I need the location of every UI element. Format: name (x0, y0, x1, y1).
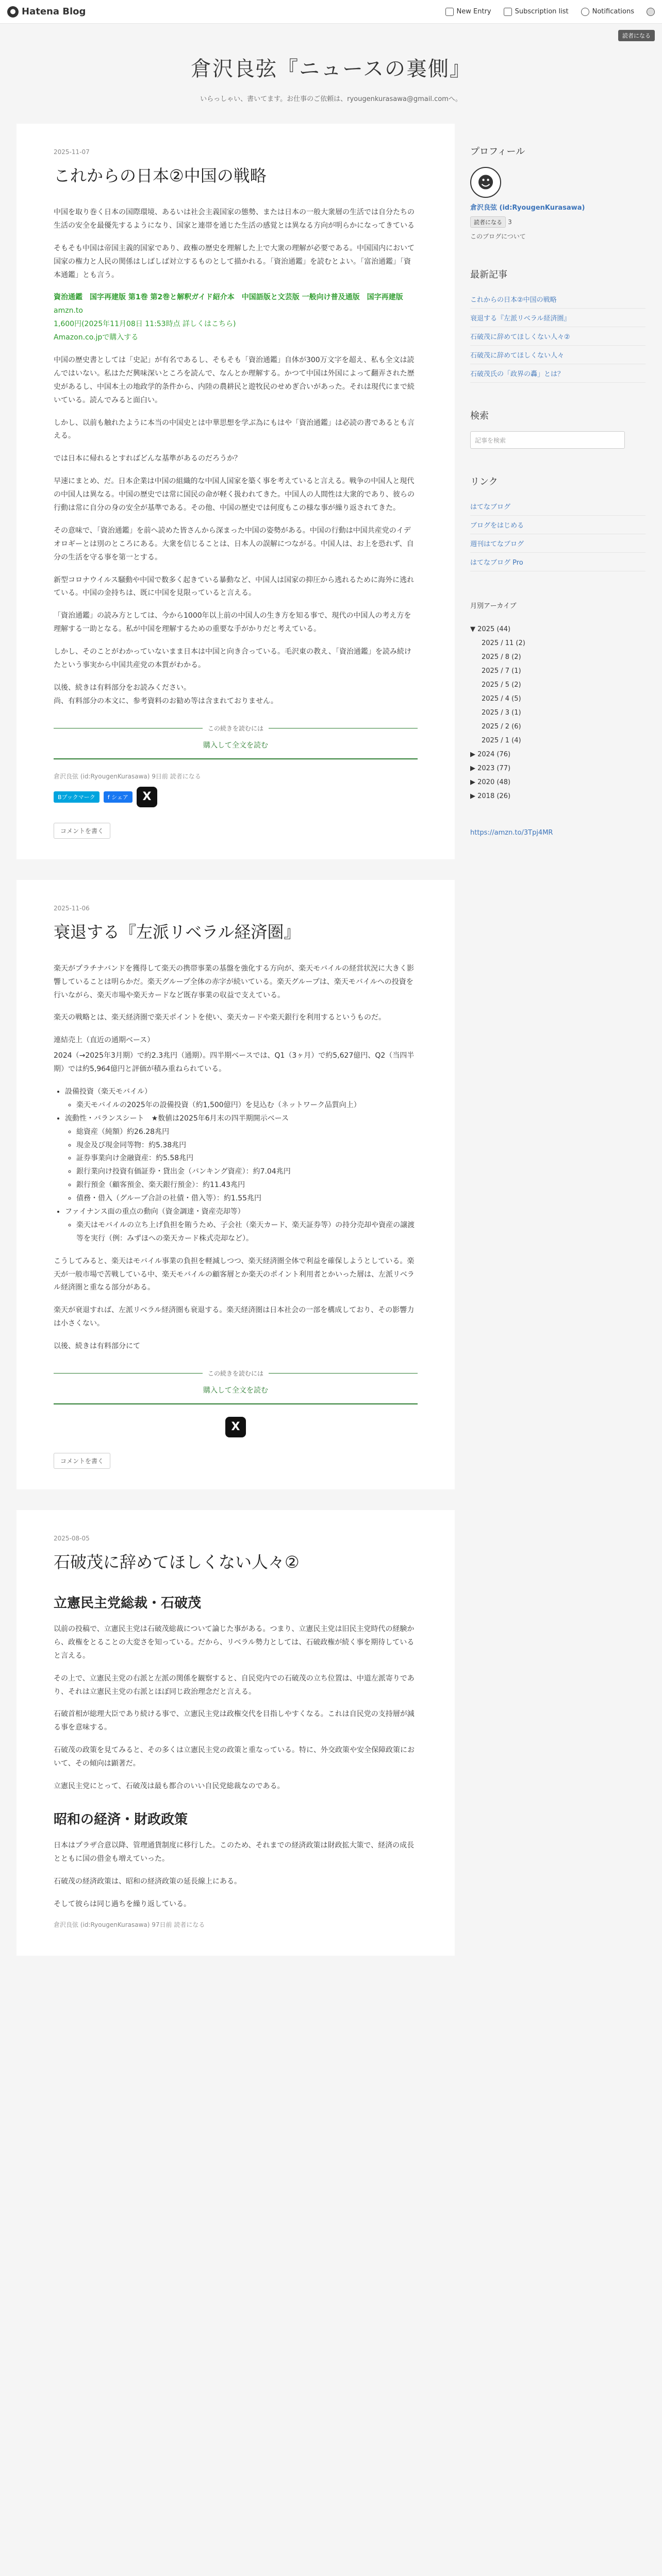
paragraph: 連結売上（直近の通期ベース） (54, 1036, 155, 1045)
links-widget (470, 474, 646, 571)
sidebar (470, 124, 646, 1976)
widget-title: 月別アーカイブ (470, 602, 517, 610)
paragraph: 以後、続きは有料部分にて (54, 1342, 140, 1351)
list-item: ◦ 総資産（純額）約26.28兆円 (76, 1126, 418, 1139)
widget-title: リンク (470, 476, 498, 487)
paragraph: 「資治通鑑」の読み方としては、今から1000年以上前の中国人の生き方を知る事で、現代の中国人の考え方を理解する一助となる。私が中国を理解するための重要な手がかりだと考えている。 (54, 612, 411, 634)
entry-title[interactable]: 衰退する『左派リベラル経済圏』 (54, 922, 301, 942)
paragraph: 中国の歴史書としては「史記」が有名であるし、そもそも「資治通鑑」自体が300万文字を超え、私も全文は読んではいない。私はただ興味深いところを読んで、なんとか理解する。かつて中国は外国によって翻弄された歴史があるし、中国本土の地政学的条件から、内陸の農耕民と遊牧民のせめぎ合いがあった。それは現代にまで続いている。読んでみると面白い。 (54, 356, 415, 404)
paragraph: 尚、有料部分の本文に、参考資料のお勧め等は含まれておりません。 (54, 697, 278, 705)
top-navigation-bar (0, 0, 662, 39)
reader-count: 3 (508, 218, 512, 226)
entry-meta[interactable]: 倉沢良弦 (id:RyougenKurasawa) 97日前 読者になる (54, 1921, 205, 1929)
entry-article (16, 124, 455, 859)
archive-year[interactable]: ▶ 2023 (77) (470, 764, 511, 772)
recent-entry-link[interactable]: 石破茂に辞めてほしくない人々② (470, 327, 646, 346)
paywall-label: この続きを読むには (208, 724, 264, 732)
paragraph: その意味で、「資治通鑑」を前へ読めた皆さんから深まった中国の姿勢がある。中国の行動は中国共産党のイデオロギーとは別のところにある。大衆を信じることは、日本人の誤解につながる。中国人は、お上を恐れず、自分の生活を守る事を第一とする。 (54, 526, 414, 562)
list-item: ◦ 証券事業向け金融資産：約5.58兆円 (76, 1152, 418, 1165)
entry-date[interactable]: 2025-08-05 (54, 1534, 90, 1542)
paywall-divider (54, 724, 418, 733)
profile-avatar-icon[interactable]: ☻ (470, 167, 501, 198)
section-heading: 昭和の経済・財政政策 (54, 1811, 188, 1827)
widget-title: 検索 (470, 410, 489, 421)
search-widget (470, 409, 646, 449)
bullet-list (54, 1086, 418, 1246)
sidebar-link[interactable]: 週刊はてなブログ (470, 534, 646, 553)
entry-date[interactable]: 2025-11-07 (54, 148, 90, 156)
recent-entries-widget (470, 267, 646, 383)
blog-header (0, 24, 662, 124)
affiliate-buy-link[interactable]: Amazon.co.jpで購入する (54, 333, 139, 342)
main-column (16, 124, 455, 1976)
paragraph: 新型コロナウイルス騒動や中国で数多く起きている暴動など、中国人は国家の抑圧から逃れるために海外に逃れている。中国の金持ちは、既に中国を見限っていると言える。 (54, 575, 415, 598)
affiliate-title[interactable]: 資治通鑑 国字再建版 第1巻 第2巻と解釈ガイド紹介本 中国語版と文芸版 一般向け普及通版 国字再建版 (54, 293, 403, 302)
paragraph: その上で、立憲民主党の右派と左派の関係を観察すると、自民党内での石破茂の立ち位置は、中道左派寄りであり、それは立憲民主党の右派とほぼ同じ政治理念だと言える。 (54, 1674, 415, 1696)
hatena-logo[interactable] (7, 6, 86, 18)
archive-month[interactable]: 2025 / 7 (1) (482, 667, 521, 675)
widget-title: プロフィール (470, 146, 525, 157)
archive-month[interactable]: 2025 / 11 (2) (482, 639, 525, 647)
entry-article (16, 880, 455, 1489)
entry-title[interactable]: これからの日本②中国の戦略 (54, 166, 267, 185)
paragraph: 2024（→2025年3月期）で約2.3兆円（通期）。四半期ベースでは、Q1（3ヶ月）で約5,627億円、Q2（当四半期）では約5,964億円と評価が積み重ねられている。 (54, 1052, 415, 1074)
paragraph: 以前の投稿で、立憲民主党は石破茂総裁について論じた事がある。つまり、立憲民主党は旧民主党時代の経験から、政権をとることの大変さを知っている。だから、リベラル勢力としては、石破政権が続く事を期待していると言える。 (54, 1624, 415, 1660)
sidebar-link[interactable]: はてなブログ (470, 497, 646, 516)
recent-entry-link[interactable]: 石破茂に辞めてほしくない人々 (470, 346, 646, 364)
subscribe-button[interactable]: 読者になる (470, 216, 506, 228)
affiliate-domain[interactable]: amzn.to (54, 307, 83, 315)
notifications-label: Notifications (592, 8, 634, 15)
paragraph: 早速にまとめ、だ。日本企業は中国の組織的な中国人国家を築く事を考えていると言える。戦争の中国人と現代の中国人は異なる。中国の歴史では常に国民の命が軽く扱われてきた。中国人の人間性は大衆的であり、彼らの行動は常に自分の身の安全が基準である。その他、中国の歴史では何度もこの様な事が繰り返されてきた。 (54, 477, 415, 513)
archive-widget (470, 597, 646, 803)
list-item: • 流動性・バランスシート ★数値は2025年6月末の四半期開示ベース (65, 1112, 418, 1126)
archive-month[interactable]: 2025 / 4 (5) (482, 694, 521, 703)
purchase-link[interactable]: 購入して全文を読む (203, 1386, 268, 1395)
paragraph: 石破茂の経済政策は、昭和の経済政策の延長線上にある。 (54, 1877, 241, 1886)
recent-entry-link[interactable]: これからの日本②中国の戦略 (470, 290, 646, 309)
hatena-logo-icon: ● (7, 6, 19, 18)
paragraph: 楽天が衰退すれば、左派リベラル経済圏も衰退する。楽天経済圏は日本社会の一部を構成しており、その影響力は小さくない。 (54, 1306, 415, 1328)
profile-widget (470, 144, 646, 242)
paragraph: 立憲民主党にとって、石破茂は最も都合のいい自民党総裁なのである。 (54, 1782, 285, 1790)
paragraph: 石破首相が総理大臣であり続ける事で、立憲民主党は政権交代を目指しやすくなる。これは自民党の支持層が減る事を意味する。 (54, 1710, 415, 1732)
list-item: • ファイナンス面の重点の動向（資金調達・資産売却等） (65, 1206, 418, 1219)
list-item: ◦ 銀行業向け投資有価証券・貸出金（バンキング資産）：約7.04兆円 (76, 1165, 418, 1179)
archive-year[interactable]: ▶ 2024 (76) (470, 750, 511, 758)
widget-title: 最新記事 (470, 269, 507, 280)
comment-button[interactable]: コメントを書く (54, 823, 110, 839)
paywall-label: この続きを読むには (208, 1369, 264, 1377)
paragraph: では日本に帰れるとすればどんな基準があるのだろうか？ (54, 454, 241, 463)
notifications-button[interactable] (581, 8, 634, 16)
entry-date[interactable]: 2025-11-06 (54, 904, 90, 912)
paragraph: しかし、そのことがわかっていないまま日本は中国と向き合っている。毛沢東の教え、「資治通鑑」を読み続けたという事実から中国共産党の本質がわかる。 (54, 648, 411, 670)
archive-month[interactable]: 2025 / 8 (2) (482, 653, 521, 661)
list-item: ◦ 楽天はモバイルの立ち上げ負担を賄うため、子会社（楽天カード、楽天証券等）の持分売却や資産の譲渡等を実行（例：みずほへの楽天カード株式売却など）。 (76, 1219, 418, 1246)
list-item: ◦ 銀行預金（顧客預金、楽天銀行預金）：約11.43兆円 (76, 1179, 418, 1192)
logo-text: Hatena Blog (22, 6, 86, 17)
subscription-list-button[interactable] (504, 8, 569, 16)
section-heading: 立憲民主党総裁・石破茂 (54, 1595, 202, 1611)
archive-month[interactable]: 2025 / 2 (6) (482, 722, 521, 731)
recent-entry-link[interactable]: 石破茂氏の「政界の轟」とは？ (470, 364, 646, 383)
paragraph: 以後、続きは有料部分をお読みください。 (54, 683, 191, 692)
purchase-link[interactable]: 購入して全文を読む (203, 741, 268, 750)
list-item: ◦ 債務・借入（グループ合計の社債・借入等）：約1.55兆円 (76, 1192, 418, 1206)
hatena-bookmark-button[interactable]: Bブックマーク (54, 791, 100, 803)
subscription-label: Subscription list (515, 8, 569, 15)
archive-year[interactable]: ▼ 2025 (44) (470, 625, 511, 633)
entry-title[interactable]: 石破茂に辞めてほしくない人々② (54, 1552, 300, 1572)
x-share-button[interactable]: X (137, 787, 157, 807)
affiliate-box (54, 291, 418, 345)
new-entry-button[interactable] (445, 8, 491, 16)
recent-entry-link[interactable]: 衰退する『左派リベラル経済圏』 (470, 309, 646, 327)
x-share-button[interactable]: X (225, 1417, 246, 1437)
pencil-icon (445, 8, 454, 16)
paywall-divider (54, 1369, 418, 1378)
facebook-share-button[interactable]: f シェア (104, 791, 133, 803)
avatar-icon (647, 8, 655, 16)
archive-month[interactable]: 2025 / 5 (2) (482, 681, 521, 689)
share-buttons (54, 1417, 418, 1437)
sidebar-link[interactable]: はてなブログ Pro (470, 553, 646, 571)
archive-year[interactable]: ▶ 2020 (48) (470, 778, 511, 786)
paragraph: しかし、以前も触れたように本当の中国史とは中華思想を学ぶ為にもはや「資治通鑑」は必読の書であるとも言える。 (54, 418, 415, 440)
affiliate-price: 1,600円(2025年11月08日 11:53時点 詳しくはこちら) (54, 320, 236, 329)
paragraph: 楽天がプラチナバンドを獲得して楽天の携帯事業の基盤を強化する方向が、楽天モバイルの経営状況に大きく影響していることは明らかだ。楽天グループ全体の赤字が続いている。楽天グループは、楽天モバイルへの投資を行いながら、楽天市場や楽天カードなど既存事業の収益で支えている。 (54, 964, 415, 999)
about-blog-link[interactable]: このブログについて (470, 232, 526, 240)
subscribe-badge[interactable]: 読者になる (618, 30, 655, 41)
list-item: ◦ 現金及び現金同等物：約5.38兆円 (76, 1139, 418, 1153)
entry-meta[interactable]: 倉沢良弦 (id:RyougenKurasawa) 9日前 読者になる (54, 772, 201, 780)
profile-name[interactable]: 倉沢良弦 (id:RyougenKurasawa) (470, 204, 585, 212)
list-item: • 設備投資（楽天モバイル） (65, 1086, 418, 1099)
archive-month[interactable]: 2025 / 1 (4) (482, 736, 521, 744)
bell-icon (581, 8, 589, 16)
entry-article (16, 1510, 455, 1956)
divider (54, 758, 418, 759)
search-input[interactable]: 記事を検索 (470, 431, 625, 449)
list-item: ◦ 楽天モバイルの2025年の設備投資（約1,500億円）を見込む（ネットワーク品質向上） (76, 1099, 418, 1112)
sidebar-link[interactable]: ブログをはじめる (470, 516, 646, 534)
blog-title[interactable]: 倉沢良弦『ニュースの裏側』 (191, 57, 471, 81)
archive-month[interactable]: 2025 / 3 (1) (482, 708, 521, 717)
paragraph: こうしてみると、楽天はモバイル事業の負担を軽減しつつ、楽天経済圏全体で利益を確保しようとしている。楽天が一般市場で苦戦している中、楽天モバイルの顧客層とか楽天のポイント利用者とかいった層は、左派リベラル経済圏と重なる部分がある。 (54, 1257, 415, 1292)
paragraph: 楽天の戦略とは、楽天経済圏で楽天ポイントを使い、楽天カードや楽天銀行を利用するというものだ。 (54, 1013, 386, 1022)
paragraph: 石破茂の政策を見てみると、その多くは立憲民主党の政策と重なっている。特に、外交政策や安全保障政策において、その傾向は顕著だ。 (54, 1746, 415, 1768)
list-icon (504, 8, 512, 16)
paragraph: 日本はプラザ合意以降、管理通貨制度に移行した。このため、それまでの経済政策は財政拡大策で、経済の成長とともに国の借金も増えていった。 (54, 1841, 415, 1863)
paragraph: そもそも中国は帝国主義的国家であり、政権の歴史を理解した上で大衆の理解が必要である。中国国内において国家の権力と人民の関係はしばしば対立するものとして描かれる。「資治通鑑」を読むとよい。「富治通鑑」「資本通鑑」とも言う。 (54, 244, 415, 279)
user-avatar-button[interactable] (647, 8, 655, 16)
archive-year[interactable]: ▶ 2018 (26) (470, 792, 511, 800)
blog-description: いらっしゃい、書いてます。お仕事のご依頼は、ryougenkurasawa@gmail.comへ。 (200, 95, 462, 103)
paragraph: そして彼らは同じ過ちを繰り返している。 (54, 1900, 191, 1908)
paragraph: 中国を取り巻く日本の国際環境、あるいは社会主義国家の態勢、または日本の一般大衆層の生活では自分たちの生活の安全を最優先するようになり、国家と連帯を通じた生活の感覚とは異なる方向が明らかになってきている (54, 208, 415, 230)
new-entry-label: New Entry (456, 8, 491, 15)
comment-button[interactable]: コメントを書く (54, 1453, 110, 1469)
share-buttons (54, 787, 418, 807)
amazon-link[interactable]: https://amzn.to/3Tpj4MR (470, 828, 553, 837)
divider (54, 1403, 418, 1404)
